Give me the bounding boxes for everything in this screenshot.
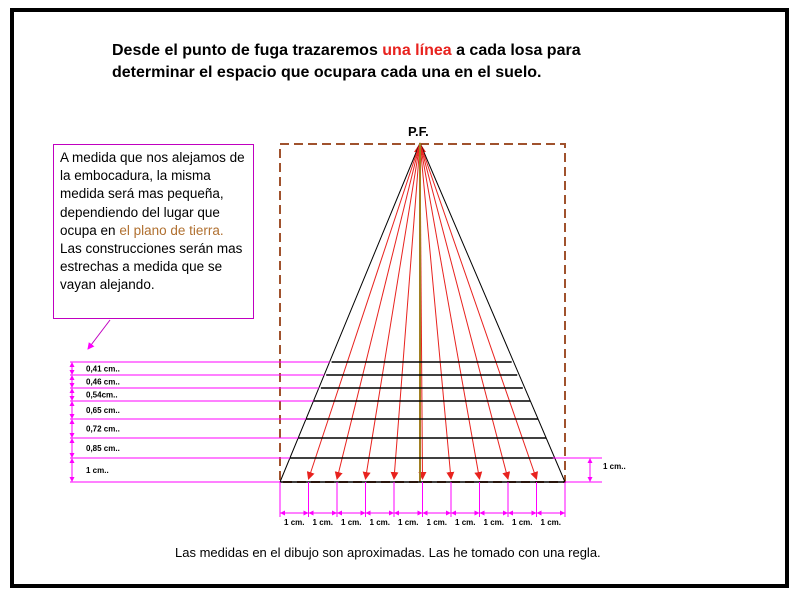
dimension-arrowhead: [70, 419, 75, 424]
dimension-arrowhead: [280, 511, 285, 516]
dimension-arrowhead: [537, 511, 542, 516]
dimension-arrowhead: [361, 511, 366, 516]
dimension-arrowhead: [389, 511, 394, 516]
dimension-arrowhead: [70, 433, 75, 438]
dimension-arrowhead: [560, 511, 565, 516]
vanishing-ray: [420, 143, 537, 479]
dimension-arrowhead: [475, 511, 480, 516]
vanishing-ray: [337, 143, 420, 479]
dimension-arrowhead: [70, 396, 75, 401]
trapezoid-right-edge: [420, 143, 565, 482]
dimension-arrowhead: [446, 511, 451, 516]
heading-part2: a cada losa para: [451, 42, 581, 59]
vanishing-point-label: P.F.: [408, 124, 429, 139]
vanishing-ray: [420, 143, 480, 479]
dimension-arrowhead: [503, 511, 508, 516]
row-measure-label: 0,46 cm..: [86, 377, 120, 387]
bottom-measure-label: 1 cm.: [312, 518, 333, 527]
vanishing-ray: [366, 143, 421, 479]
note-part2: Las construcciones serán mas estrechas a medida que se vayan alejando.: [60, 241, 243, 293]
dimension-arrowhead: [480, 511, 485, 516]
dimension-arrowhead: [70, 477, 75, 482]
note-pointer-arrow: [88, 320, 110, 349]
dimension-arrowhead: [451, 511, 456, 516]
dimension-arrowhead: [70, 453, 75, 458]
row-measure-label: 0,54cm..: [86, 390, 118, 400]
row-measure-label: 0,65 cm..: [86, 406, 120, 415]
dimension-arrowhead: [418, 511, 423, 516]
bottom-measure-label: 1 cm.: [284, 518, 305, 527]
trapezoid-left-edge: [280, 143, 420, 482]
vanishing-ray: [420, 143, 451, 479]
dimension-arrowhead: [532, 511, 537, 516]
vanishing-ray: [309, 143, 421, 479]
heading-line2: determinar el espacio que ocupara cada una en el suelo.: [112, 64, 542, 81]
dimension-arrowhead: [366, 511, 371, 516]
dimension-arrowhead: [588, 477, 593, 482]
dimension-arrowhead: [332, 511, 337, 516]
row-measure-label: 0,85 cm..: [86, 444, 120, 453]
dimension-arrowhead: [394, 511, 399, 516]
dimension-arrowhead: [70, 370, 75, 375]
footer-note: Las medidas en el dibujo son aproximadas. Las he tomado con una regla.: [175, 545, 601, 560]
bottom-measure-label: 1 cm.: [426, 518, 447, 527]
bottom-measure-label: 1 cm.: [483, 518, 504, 527]
note-highlight: el plano de tierra.: [119, 222, 224, 238]
dimension-arrowhead: [309, 511, 314, 516]
dimension-arrowhead: [70, 375, 75, 380]
dimension-arrowhead: [70, 388, 75, 393]
heading-highlight: una línea: [382, 42, 452, 59]
dimension-arrowhead: [337, 511, 342, 516]
bottom-measure-label: 1 cm.: [341, 518, 362, 527]
bottom-measure-label: 1 cm.: [455, 518, 476, 527]
dimension-arrowhead: [70, 458, 75, 463]
bottom-measure-label: 1 cm.: [512, 518, 533, 527]
dimension-arrowhead: [508, 511, 513, 516]
dimension-arrowhead: [70, 414, 75, 419]
bottom-measure-label: 1 cm.: [398, 518, 419, 527]
dimension-arrowhead: [70, 383, 75, 388]
right-measure-label: 1 cm..: [603, 462, 626, 471]
row-measure-label: 0,72 cm..: [86, 424, 120, 434]
dimension-arrowhead: [588, 458, 593, 463]
heading-part1: Desde el punto de fuga trazaremos: [112, 42, 383, 59]
row-measure-label: 1 cm..: [86, 466, 109, 475]
vanishing-ray: [394, 143, 420, 479]
dimension-arrowhead: [70, 362, 75, 367]
bottom-measure-label: 1 cm.: [369, 518, 390, 527]
dimension-arrowhead: [70, 438, 75, 443]
dimension-arrowhead: [423, 511, 428, 516]
vanishing-ray: [420, 143, 508, 479]
dimension-arrowhead: [70, 401, 75, 406]
note-part1: A medida que nos alejamos de la embocadura, la misma medida será mas pequeña, dependiendo del lugar que ocupa en: [60, 150, 245, 238]
bottom-measure-label: 1 cm.: [540, 518, 561, 527]
row-measure-label: 0,41 cm..: [86, 364, 120, 374]
dimension-arrowhead: [304, 511, 309, 516]
